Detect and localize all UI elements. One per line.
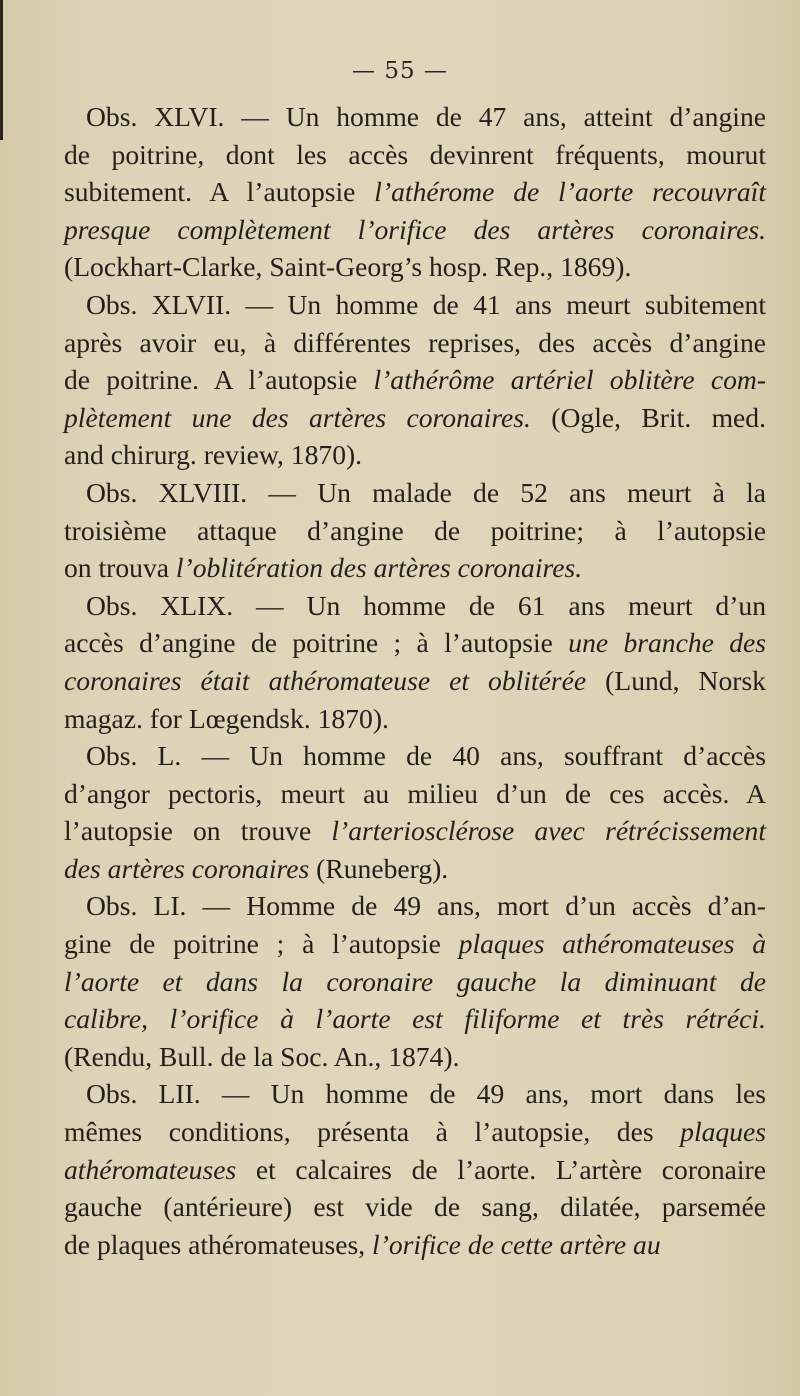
text-line bbox=[62, 324, 766, 362]
observation-paragraph bbox=[62, 1075, 766, 1263]
roman-text: de poitrine, dont les accès devinrent fréquents, mourut bbox=[64, 138, 766, 170]
italic-text: une branche des bbox=[568, 627, 766, 659]
roman-text: gauche (antérieure) est vide de sang, dilatée, parsemée bbox=[64, 1191, 766, 1223]
roman-text: subitement. A l’autopsie bbox=[64, 176, 375, 208]
text-line bbox=[62, 925, 766, 963]
text-line bbox=[62, 775, 766, 813]
text-line bbox=[62, 248, 766, 286]
roman-text: de plaques athéromateuses, bbox=[64, 1228, 373, 1260]
text-line bbox=[62, 662, 766, 700]
roman-text: Obs. XLIX. — Un homme de 61 ans meurt d’un bbox=[86, 589, 766, 621]
roman-text: Obs. XLVIII. — Un malade de 52 ans meurt à la bbox=[86, 476, 766, 508]
page-number: — 55 — bbox=[352, 58, 448, 84]
roman-text: Obs. L. — Un homme de 40 ans, souffrant d’accès bbox=[86, 740, 766, 772]
text-line bbox=[62, 1188, 766, 1226]
roman-text: (Lockhart-Clarke, Saint-Georg’s hosp. Rep., 1869). bbox=[64, 251, 632, 283]
text-line bbox=[62, 211, 766, 249]
text-line bbox=[62, 436, 766, 474]
text-line bbox=[62, 812, 766, 850]
roman-text: après avoir eu, à différentes reprises, des accès d’angine bbox=[64, 326, 766, 358]
observation-paragraph bbox=[62, 98, 766, 286]
italic-text: calibre, l’orifice à l’aorte est filiforme et très rétréci. bbox=[64, 1003, 766, 1035]
text-line bbox=[62, 737, 766, 775]
italic-text: presque complètement l’orifice des artères coronaires. bbox=[64, 213, 766, 245]
text-line bbox=[62, 700, 766, 738]
roman-text: magaz. for Lœgendsk. 1870). bbox=[64, 702, 389, 734]
roman-text: troisième attaque d’angine de poitrine; à l’autopsie bbox=[64, 514, 766, 546]
text-line bbox=[62, 1075, 766, 1113]
italic-text: l’oblitération des artères coronaires. bbox=[175, 552, 583, 584]
observation-paragraph bbox=[62, 587, 766, 737]
roman-text: (Rendu, Bull. de la Soc. An., 1874). bbox=[64, 1040, 460, 1072]
roman-text: d’angor pectoris, meurt au milieu d’un de ces accès. A bbox=[64, 777, 766, 809]
text-line bbox=[62, 361, 766, 399]
text-line bbox=[62, 474, 766, 512]
text-line bbox=[62, 173, 766, 211]
italic-text: des artères coronaires bbox=[64, 852, 310, 884]
observation-paragraph bbox=[62, 474, 766, 587]
text-line bbox=[62, 887, 766, 925]
roman-text: mêmes conditions, présenta à l’autopsie, des bbox=[64, 1116, 681, 1148]
text-line bbox=[62, 399, 766, 437]
italic-text: coronaires était athéromateuse et oblitérée bbox=[64, 664, 587, 696]
text-line bbox=[62, 136, 766, 174]
roman-text: Obs. LI. — Homme de 49 ans, mort d’un accès d’an- bbox=[86, 890, 766, 922]
text-line bbox=[62, 512, 766, 550]
text-line bbox=[62, 286, 766, 324]
observation-paragraph bbox=[62, 887, 766, 1075]
text-line bbox=[62, 1151, 766, 1189]
page-body-text bbox=[62, 98, 766, 1263]
italic-text: plaques bbox=[680, 1116, 766, 1148]
italic-text: l’athérôme artériel oblitère com- bbox=[373, 364, 766, 396]
text-line bbox=[62, 98, 766, 136]
italic-text: athéromateuses bbox=[64, 1153, 237, 1185]
roman-text: Obs. XLVII. — Un homme de 41 ans meurt subitement bbox=[86, 288, 766, 320]
italic-text: l’arteriosclérose avec rétrécissement bbox=[331, 815, 766, 847]
observation-paragraph bbox=[62, 737, 766, 887]
roman-text: and chirurg. review, 1870). bbox=[64, 439, 363, 471]
observation-paragraph bbox=[62, 286, 766, 474]
roman-text: on trouva bbox=[64, 552, 176, 584]
text-line bbox=[62, 587, 766, 625]
text-line bbox=[62, 549, 766, 587]
roman-text: l’autopsie on trouve bbox=[64, 815, 332, 847]
roman-text: gine de poitrine ; à l’autopsie bbox=[64, 928, 459, 960]
italic-text: l’athérome de l’aorte recouvraît bbox=[374, 176, 766, 208]
italic-text: plaques athéromateuses à bbox=[458, 928, 766, 960]
text-line bbox=[62, 1038, 766, 1076]
roman-text: (Ogle, Brit. med. bbox=[530, 401, 767, 433]
roman-text: (Runeberg). bbox=[309, 852, 449, 884]
text-line bbox=[62, 963, 766, 1001]
text-line bbox=[62, 1226, 766, 1264]
roman-text: et calcaires de l’aorte. L’artère coronaire bbox=[236, 1153, 766, 1185]
roman-text: de poitrine. A l’autopsie bbox=[64, 364, 374, 396]
italic-text: l’orifice de cette artère au bbox=[372, 1228, 661, 1260]
text-line bbox=[62, 1000, 766, 1038]
roman-text: Obs. XLVI. — Un homme de 47 ans, atteint d’angine bbox=[86, 101, 766, 132]
text-line bbox=[62, 850, 766, 888]
italic-text: l’aorte et dans la coronaire gauche la diminuant de bbox=[64, 965, 766, 997]
roman-text: accès d’angine de poitrine ; à l’autopsie bbox=[64, 627, 569, 659]
roman-text: Obs. LII. — Un homme de 49 ans, mort dans les bbox=[86, 1078, 766, 1110]
italic-text: plètement une des artères coronaires. bbox=[64, 401, 531, 433]
text-line bbox=[62, 624, 766, 662]
text-line bbox=[62, 1113, 766, 1151]
roman-text: (Lund, Norsk bbox=[586, 664, 766, 696]
